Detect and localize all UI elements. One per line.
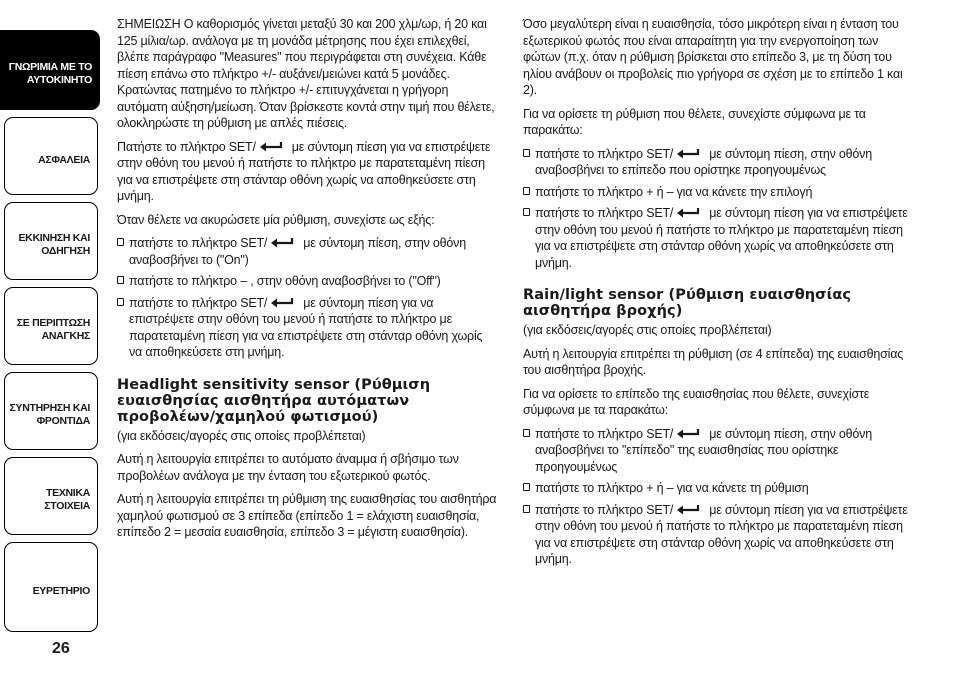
text: Πατήστε το πλήκτρο SET/ [117, 139, 256, 154]
tab-label-line1: ΕΥΡΕΤΗΡΙΟ [32, 584, 90, 597]
chapter-sidebar [0, 0, 100, 686]
list-item [117, 273, 497, 290]
page-number: 26 [52, 640, 70, 657]
return-arrow-icon [676, 207, 702, 219]
return-arrow-icon [676, 504, 702, 516]
paragraph: Για να ορίσετε το επίπεδο της ευαισθησίας που θέλετε, συνεχίστε σύμφωνα με τα παρακάτω: [523, 386, 870, 417]
tab-label-line1: ΑΣΦΑΛΕΙΑ [38, 153, 90, 166]
text: πατήστε το πλήκτρο + ή – για να κάνετε την επιλογή [535, 184, 813, 199]
text: πατήστε το πλήκτρο – , στην οθόνη αναβοσβήνει το ("Off") [129, 274, 441, 288]
text: με σύντομη πίεση, στην οθόνη αναβοσβήνει το "επίπεδο" της ευαισθησίας που ορίστηκε προηγουμένως [535, 426, 872, 474]
list-item [117, 295, 497, 361]
text: με σύντομη πίεση για να επιστρέψετε στην οθόνη του μενού ή πατήστε το πλήκτρο με παρατεταμένη πίεση για να επιστρέψετε στη στάνταρ οθόνη χωρίς να αποθηκεύσετε στη μνήμη. [535, 206, 908, 270]
availability-note: (για εκδόσεις/αγορές στις οποίες προβλέπεται) [117, 428, 366, 443]
right-column [523, 16, 918, 575]
tab-label-line1: ΣΥΝΤΗΡΗΣΗ ΚΑΙ [9, 402, 90, 414]
text: πατήστε το πλήκτρο SET/ [535, 502, 674, 517]
step-list [523, 146, 918, 272]
return-arrow-icon [676, 148, 702, 160]
tab-label-line2: ΟΔΗΓΗΣΗ [41, 245, 90, 257]
tab-label-line1: ΣΕ ΠΕΡΙΠΤΩΣΗ [16, 317, 90, 329]
paragraph: Αυτή η λειτουργία επιτρέπει το αυτόματο άναμμα ή σβήσιμο των προβολέων ανάλογα με την ένταση του εξωτερικού φωτός. [117, 452, 459, 483]
section-heading: Rain/light sensor (Ρύθμιση ευαισθησίας αισθητήρα βροχής) [523, 287, 852, 319]
list-item [523, 146, 918, 179]
tab-label-line1: ΕΚΚΙΝΗΣΗ ΚΑΙ [18, 232, 90, 244]
text: πατήστε το πλήκτρο SET/ [129, 236, 268, 250]
tab-safety[interactable] [4, 117, 98, 195]
paragraph: Για να ορίσετε τη ρύθμιση που θέλετε, συνεχίστε σύμφωνα με τα παρακάτω: [523, 106, 866, 137]
tab-maintenance[interactable] [4, 372, 98, 450]
list-item [523, 205, 918, 271]
tab-label-line2: ΑΥΤΟΚΙΝΗΤΟ [26, 74, 92, 86]
tab-starting-driving[interactable] [4, 202, 98, 280]
text: με σύντομη πίεση για να επιστρέψετε στην οθόνη του μενού ή πατήστε το πλήκτρο με παρατεταμένη πίεση για να επιστρέψετε στη στάνταρ οθόνη χωρίς να αποθηκεύσετε στη μνήμη. [535, 502, 908, 566]
tab-label-line2: ΑΝΑΓΚΗΣ [41, 330, 90, 342]
left-column [117, 16, 497, 548]
text: με σύντομη πίεση, στην οθόνη αναβοσβήνει το ("On") [129, 236, 466, 267]
step-list [523, 426, 918, 568]
note-paragraph: ΣΗΜΕΙΩΣΗ Ο καθορισμός γίνεται μεταξύ 30 και 200 χλμ/ωρ, ή 20 και 125 μίλια/ωρ. ανάλογα με τη μονάδα μέτρησης που έχει επιλεχθεί, βλέπε παράγραφο "Measures" που περιγράφεται στη συνέχεια. Κάθε πίεση επάνω στο πλήκτρο +/- αυξάνει/μειώνει κατά 5 μονάδες. Κρατώντας πατημένο το πλήκτρο +/- επιτυγχάνεται η γρήγορη αυτόματη αύξηση/μείωση. Όταν βρίσκεστε κοντά στην τιμή που θέλετε, ολοκληρώστε τη ρύθμιση με απλές πιέσεις. [117, 17, 495, 130]
paragraph [117, 139, 497, 205]
text: πατήστε το πλήκτρο SET/ [129, 295, 268, 310]
tab-technical-data[interactable] [4, 457, 98, 535]
text: πατήστε το πλήκτρο SET/ [535, 146, 674, 161]
list-item [117, 235, 497, 268]
return-arrow-icon [259, 141, 285, 153]
tab-label-line2: ΦΡΟΝΤΙΔΑ [36, 415, 90, 427]
list-item [523, 480, 918, 497]
text: με σύντομη πίεση για να επιστρέψετε στην οθόνη του μενού ή πατήστε το πλήκτρο με παρατεταμένη πίεση για να επιστρέψετε στη στάνταρ οθόνη χωρίς να αποθηκεύσετε στη μνήμη. [117, 139, 491, 203]
list-item [523, 502, 918, 568]
text: με σύντομη πίεση για να επιστρέψετε στην οθόνη του μενού ή πατήστε το πλήκτρο με παρατεταμένη πίεση για να επιστρέψετε στη στάνταρ οθόνη χωρίς να αποθηκεύσετε στη μνήμη. [129, 295, 483, 359]
paragraph: Όταν θέλετε να ακυρώσετε μία ρύθμιση, συνεχίστε ως εξής: [117, 212, 435, 227]
text: πατήστε το πλήκτρο SET/ [535, 426, 674, 441]
tab-getting-to-know-car[interactable] [0, 30, 100, 110]
section-heading: Headlight sensitivity sensor (Ρύθμιση ευαισθησίας αισθητήρα αυτόματων προβολέων/χαμηλού φωτισμού) [117, 376, 431, 425]
paragraph: Όσο μεγαλύτερη είναι η ευαισθησία, τόσο μικρότερη είναι η ένταση του εξωτερικού φωτός που είναι απαραίτητη για την ενεργοποίηση των φώτων (π.χ. όταν η ρύθμιση βρίσκεται στο επίπεδο 3, με τη δύση του ηλίου ανάβουν οι προβολείς πιο γρήγορα σε σχέση με το επίπεδο 1 και 2). [523, 17, 903, 97]
tab-label-line1: ΤΕΧΝΙΚΑ ΣΤΟΙΧΕΙΑ [44, 487, 90, 512]
paragraph: Αυτή η λειτουργία επιτρέπει τη ρύθμιση της ευαισθησίας του αισθητήρα χαμηλού φωτισμού σε 3 επίπεδα (επίπεδο 1 = ελάχιστη ευαισθησία, επίπεδο 2 = μεσαία ευαισθησία, επίπεδο 3 = μέγιστη ευαισθησία). [117, 492, 497, 539]
text: πατήστε το πλήκτρο SET/ [535, 206, 674, 220]
tab-index[interactable] [4, 542, 98, 632]
availability-note: (για εκδόσεις/αγορές στις οποίες προβλέπεται) [523, 323, 772, 337]
list-item [523, 426, 918, 476]
tab-emergency[interactable] [4, 287, 98, 365]
paragraph: Αυτή η λειτουργία επιτρέπει τη ρύθμιση (σε 4 επίπεδα) της ευαισθησίας του αισθητήρα βροχής. [523, 346, 904, 377]
return-arrow-icon [676, 428, 702, 440]
list-item [523, 184, 918, 201]
step-list [117, 235, 497, 361]
text: πατήστε το πλήκτρο + ή – για να κάνετε τη ρύθμιση [535, 481, 809, 495]
text: με σύντομη πίεση, στην οθόνη αναβοσβήνει το επίπεδο που ορίστηκε προηγουμένως [535, 146, 872, 177]
return-arrow-icon [270, 297, 296, 309]
tab-label-line1: ΓΝΩΡΙΜΙΑ ΜΕ ΤΟ [8, 61, 92, 73]
return-arrow-icon [270, 237, 296, 249]
